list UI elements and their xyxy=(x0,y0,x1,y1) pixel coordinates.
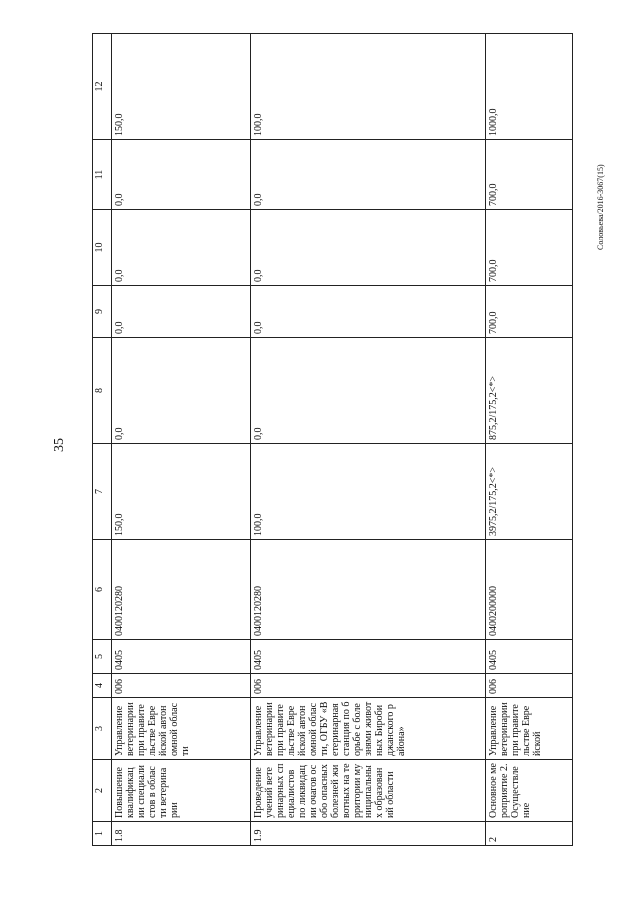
measure-name: Проведение учений ветеринарных специалистов по ликвидации очагов особо опасных болезней животных на территории муниципальных образований области xyxy=(251,760,486,822)
total-value: 150,0 xyxy=(112,444,251,540)
csr-code: 0400200000 xyxy=(486,540,573,640)
csr-code: 0400120280 xyxy=(251,540,486,640)
year-value: 0,0 xyxy=(112,286,251,338)
year-value: 0,0 xyxy=(112,140,251,210)
col-header: 3 xyxy=(93,698,112,760)
rotated-table-container xyxy=(92,34,583,846)
col-header: 10 xyxy=(93,210,112,286)
rzpr-code: 0405 xyxy=(486,640,573,674)
row-number: 1.9 xyxy=(251,822,486,846)
measure-name: Основное мероприятие 2. Осуществление xyxy=(486,760,573,822)
year-value: 1000,0 xyxy=(486,34,573,140)
measure-name: Повышение квалификации специалистов в области ветеринарии xyxy=(112,760,251,822)
col-header: 8 xyxy=(93,338,112,444)
col-header: 6 xyxy=(93,540,112,640)
year-value: 0,0 xyxy=(251,210,486,286)
row-number: 1.8 xyxy=(112,822,251,846)
executor: Управление ветеринарии при правительстве Еврейской xyxy=(486,698,573,760)
executor: Управление ветеринарии при правительстве Еврейской автономной области xyxy=(112,698,251,760)
year-value: 700,0 xyxy=(486,140,573,210)
page-number: 35 xyxy=(52,438,67,452)
table-row xyxy=(486,34,573,846)
year-value: 0,0 xyxy=(251,338,486,444)
year-value: 150,0 xyxy=(112,34,251,140)
table-row xyxy=(112,34,251,846)
year-value: 700,0 xyxy=(486,210,573,286)
budget-table xyxy=(92,33,573,846)
total-value: 3975,2/175,2<*> xyxy=(486,444,573,540)
rzpr-code: 0405 xyxy=(112,640,251,674)
grbs-code: 006 xyxy=(486,674,573,698)
col-header: 1 xyxy=(93,822,112,846)
col-header: 12 xyxy=(93,34,112,140)
year-value: 0,0 xyxy=(251,286,486,338)
grbs-code: 006 xyxy=(112,674,251,698)
csr-code: 0400120280 xyxy=(112,540,251,640)
year-value: 0,0 xyxy=(251,140,486,210)
executor: Управление ветеринарии при правительстве Еврейской автономной области, ОГБУ «Ветеринарная станция по борьбе с болезнями животных Биробиджанского района» xyxy=(251,698,486,760)
header-row xyxy=(93,34,112,846)
row-number: 2 xyxy=(486,822,573,846)
table-row xyxy=(251,34,486,846)
total-value: 100,0 xyxy=(251,444,486,540)
col-header: 4 xyxy=(93,674,112,698)
document-code: Соловьева/2016-3067(15) xyxy=(596,164,605,250)
year-value: 100,0 xyxy=(251,34,486,140)
year-value: 875,2/175,2<*> xyxy=(486,338,573,444)
col-header: 5 xyxy=(93,640,112,674)
col-header: 9 xyxy=(93,286,112,338)
col-header: 11 xyxy=(93,140,112,210)
year-value: 0,0 xyxy=(112,338,251,444)
rzpr-code: 0405 xyxy=(251,640,486,674)
year-value: 0,0 xyxy=(112,210,251,286)
year-value: 700,0 xyxy=(486,286,573,338)
col-header: 2 xyxy=(93,760,112,822)
col-header: 7 xyxy=(93,444,112,540)
grbs-code: 006 xyxy=(251,674,486,698)
